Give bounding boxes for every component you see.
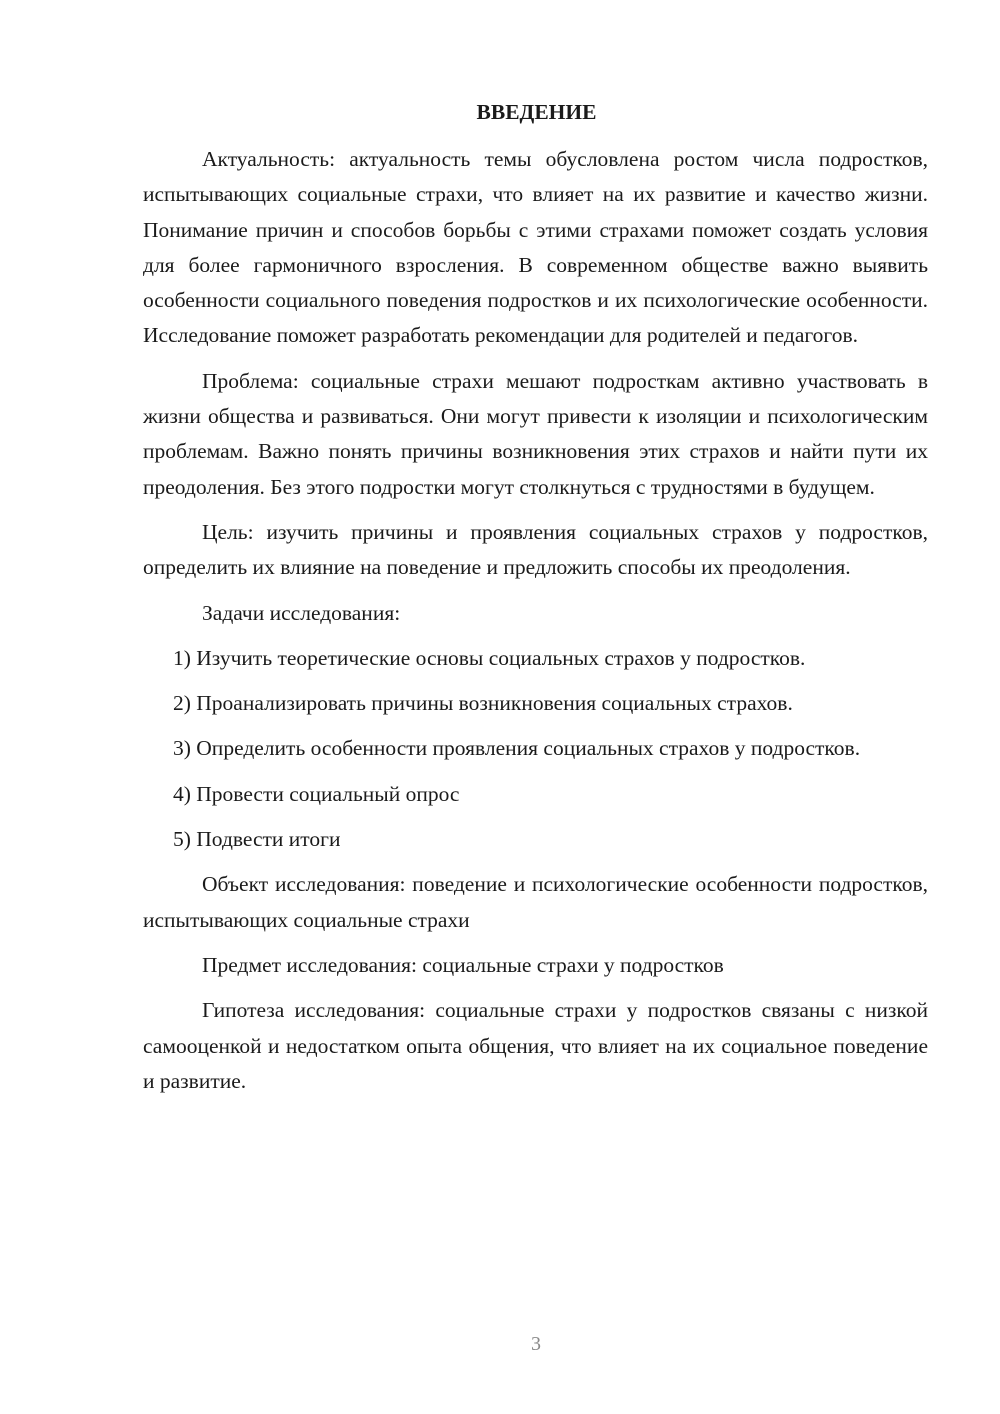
section-title: ВВЕДЕНИЕ (476, 100, 597, 124)
paragraph-hypothesis: Гипотеза исследования: социальные страхи у подростков связаны с низкой самооценкой и недостатком опыта общения, что влияет на их социальное поведение и развитие. (143, 998, 928, 1093)
task-item-3: 3) Определить особенности проявления социальных страхов у подростков. (173, 736, 861, 761)
paragraph-tasks-heading: Задачи исследования: (202, 600, 401, 625)
paragraph-problem: Проблема: социальные страхи мешают подросткам активно участвовать в жизни общества и развиваться. Они могут привести к изоляции и психологическим проблемам. Важно понять причины возникновения этих страхов и найти пути их преодоления. Без этого подростки могут столкнуться с трудностями в будущем. (143, 368, 928, 499)
paragraph-relevance: Актуальность: актуальность темы обусловлена ростом числа подростков, испытывающих социальные страхи, что влияет на их развитие и качество жизни. Понимание причин и способов борьбы с этими страхами поможет создать условия для более гармоничного взросления. В современном обществе важно выявить особенности социального поведения подростков и их психологические особенности. Исследование поможет разработать рекомендации для родителей и педагогов. (143, 147, 928, 348)
task-item-2: 2) Проанализировать причины возникновения социальных страхов. (173, 691, 793, 716)
task-item-5: 5) Подвести итоги (173, 827, 341, 852)
paragraph-subject: Предмет исследования: социальные страхи у подростков (202, 952, 724, 977)
task-item-1: 1) Изучить теоретические основы социальных страхов у подростков. (173, 645, 806, 670)
paragraph-object: Объект исследования: поведение и психологические особенности подростков, испытывающих социальные страхи (143, 872, 928, 932)
page-number: 3 (531, 1333, 541, 1355)
paragraph-goal: Цель: изучить причины и проявления социальных страхов у подростков, определить их влияние на поведение и предложить способы их преодоления. (143, 519, 928, 580)
task-item-4: 4) Провести социальный опрос (173, 781, 460, 806)
document-page (143, 95, 928, 1109)
